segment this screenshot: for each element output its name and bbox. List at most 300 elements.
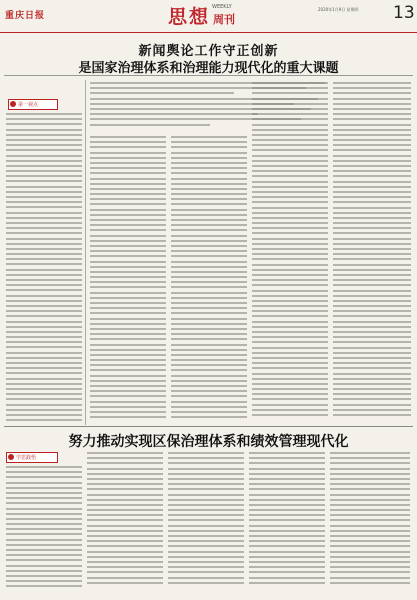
text-line [330,478,410,480]
text-line [6,258,82,260]
text-line [252,357,328,359]
text-line [90,349,166,351]
text-line [87,499,163,501]
text-line [333,222,411,224]
text-line [6,346,82,348]
text-line [90,271,166,273]
text-line [90,312,166,314]
text-line [87,519,163,521]
text-line [333,227,411,229]
text-line [171,312,247,314]
text-line [252,108,328,110]
text-line [90,281,166,283]
text-line [252,212,328,214]
text-line [252,295,328,297]
article2-badge [6,452,58,463]
text-line [249,556,325,558]
page-info: 2020年1月9日 星期四 [318,7,359,12]
text-line [168,561,244,563]
text-line [333,196,411,198]
text-line [171,198,247,200]
text-line [6,144,82,146]
text-line [6,196,82,198]
text-line [333,404,411,406]
text-line [6,123,82,125]
text-line [90,380,166,382]
text-line [168,488,244,490]
text-line [252,310,328,312]
text-line [168,530,244,532]
text-line [6,238,82,240]
text-line [168,556,244,558]
text-line [333,295,411,297]
text-line [90,286,166,288]
text-line [90,318,166,320]
text-line [249,478,325,480]
text-line [330,504,410,506]
text-line [87,478,163,480]
text-line [333,378,411,380]
text-line [171,281,247,283]
text-line [330,566,410,568]
text-line [171,338,247,340]
text-line [171,209,247,211]
text-line [87,561,163,563]
text-line [252,196,328,198]
text-line [333,284,411,286]
text-line [168,525,244,527]
text-line [90,344,166,346]
text-line [249,519,325,521]
text-line [252,362,328,364]
text-line [333,315,411,317]
text-line [252,124,328,126]
text-line [171,390,247,392]
text-line [6,492,82,494]
text-line [87,540,163,542]
text-line [252,82,328,84]
text-line [333,357,411,359]
text-line [249,499,325,501]
text-line [333,92,411,94]
text-line [6,206,82,208]
text-line [168,457,244,459]
text-line [90,323,166,325]
text-line [168,462,244,464]
text-line [6,263,82,265]
text-line [333,409,411,411]
text-line [252,155,328,157]
text-line [333,129,411,131]
article2-badge-label: 学思践悟 [16,455,37,461]
text-line [6,305,82,307]
text-line [6,289,82,291]
text-line [330,468,410,470]
text-line [252,326,328,328]
text-line [90,385,166,387]
text-line [6,513,82,515]
text-line [330,499,410,501]
text-line [249,571,325,573]
text-line [90,162,166,164]
text-line [168,545,244,547]
text-line [6,279,82,281]
text-line [333,258,411,260]
text-line [252,207,328,209]
text-line [330,488,410,490]
text-line [171,245,247,247]
text-line [333,232,411,234]
article2-col1 [6,466,82,590]
text-line [252,129,328,131]
article1-title-line2: 是国家治理体系和治理能力现代化的重大课题 [78,61,339,76]
text-line [333,388,411,390]
text-line [333,264,411,266]
text-line [333,336,411,338]
text-line [333,170,411,172]
text-line [6,508,82,510]
text-line [6,243,82,245]
text-line [252,393,328,395]
text-line [87,483,163,485]
text-line [90,401,166,403]
text-line [168,540,244,542]
text-line [87,504,163,506]
text-line [333,347,411,349]
text-line [333,217,411,219]
text-line [90,113,258,115]
text-line [171,276,247,278]
text-line [249,561,325,563]
text-line [6,232,82,234]
text-line [6,523,82,525]
text-line [330,525,410,527]
text-line [333,253,411,255]
text-line [249,457,325,459]
article2-col4 [249,452,325,590]
text-line [171,172,247,174]
text-line [87,582,163,584]
text-line [171,178,247,180]
badge-dot-icon [10,101,16,107]
text-line [90,302,166,304]
text-line [252,336,328,338]
text-line [87,566,163,568]
text-line [6,372,82,374]
text-line [171,323,247,325]
text-line [333,113,411,115]
text-line [333,352,411,354]
text-line [90,328,166,330]
text-line [171,385,247,387]
text-line [90,229,166,231]
text-line [87,488,163,490]
text-line [171,318,247,320]
text-line [6,253,82,255]
text-line [6,357,82,359]
text-line [333,186,411,188]
text-line [6,398,82,400]
text-line [252,341,328,343]
text-line [6,528,82,530]
text-line [252,383,328,385]
text-line [333,326,411,328]
text-line [171,307,247,309]
text-line [330,535,410,537]
text-line [168,571,244,573]
section-title: 思想 [168,6,211,28]
text-line [6,565,82,567]
text-line [6,217,82,219]
text-line [90,297,166,299]
text-line [6,502,82,504]
text-line [6,414,82,416]
masthead [0,0,417,33]
text-line [6,180,82,182]
text-line [333,87,411,89]
text-line [171,292,247,294]
text-line [333,398,411,400]
text-line [6,471,82,473]
zhoukan-label: 周刊 [213,13,235,26]
article1-col4 [252,82,328,425]
text-line [330,514,410,516]
text-line [252,87,328,89]
text-line [90,141,166,143]
text-line [333,414,411,416]
text-line [168,566,244,568]
text-line [249,551,325,553]
text-line [90,395,166,397]
text-line [249,473,325,475]
text-line [168,519,244,521]
text-line [6,404,82,406]
text-line [90,219,166,221]
text-line [249,483,325,485]
text-line [252,378,328,380]
text-line [6,518,82,520]
text-line [252,217,328,219]
text-line [6,388,82,390]
text-line [333,149,411,151]
text-line [168,509,244,511]
text-line [252,414,328,416]
text-line [171,302,247,304]
text-line [168,504,244,506]
text-line [6,118,82,120]
text-line [252,118,328,120]
text-line [90,92,234,94]
text-line [87,545,163,547]
article1-col5 [333,82,411,425]
text-line [333,124,411,126]
text-line [171,214,247,216]
text-line [333,300,411,302]
text-line [171,395,247,397]
text-line [252,170,328,172]
text-line [6,341,82,343]
text-line [6,544,82,546]
text-line [333,367,411,369]
text-line [333,108,411,110]
text-line [330,545,410,547]
text-line [333,274,411,276]
text-line [171,354,247,356]
text-line [330,457,410,459]
text-line [171,364,247,366]
text-line [252,175,328,177]
text-line [330,494,410,496]
weekly-label: WEEKLY [212,4,232,10]
text-line [168,582,244,584]
text-line [330,582,410,584]
text-line [252,388,328,390]
text-line [90,198,166,200]
text-line [6,300,82,302]
text-line [6,570,82,572]
text-line [90,364,166,366]
text-line [333,238,411,240]
title-divider [4,75,413,76]
text-line [252,191,328,193]
text-line [6,315,82,317]
text-line [6,497,82,499]
text-line [90,152,166,154]
text-line [171,240,247,242]
text-line [171,219,247,221]
text-line [333,279,411,281]
text-line [87,577,163,579]
text-line [171,328,247,330]
badge-dot-icon [8,454,14,460]
text-line [252,243,328,245]
text-line [90,235,166,237]
text-line [168,478,244,480]
text-line [87,468,163,470]
text-line [333,144,411,146]
text-line [168,473,244,475]
text-line [90,240,166,242]
text-line [330,530,410,532]
text-line [333,139,411,141]
text-line [249,514,325,516]
text-line [171,286,247,288]
text-line [252,284,328,286]
text-line [330,452,410,454]
text-line [252,201,328,203]
text-line [6,212,82,214]
text-line [90,369,166,371]
text-line [168,499,244,501]
text-line [252,347,328,349]
text-line [168,483,244,485]
text-line [90,172,166,174]
text-line [252,181,328,183]
text-line [333,305,411,307]
text-line [87,535,163,537]
text-line [171,183,247,185]
page-number: 13 [393,3,415,23]
text-line [90,416,166,418]
text-line [6,419,82,421]
text-line [252,373,328,375]
text-line [6,554,82,556]
text-line [171,235,247,237]
text-line [6,227,82,229]
article2-col3 [168,452,244,590]
text-line [168,468,244,470]
text-line [6,113,82,115]
text-line [252,305,328,307]
text-line [6,222,82,224]
text-line [6,175,82,177]
text-line [90,178,166,180]
text-line [171,224,247,226]
text-line [333,82,411,84]
article1-col3 [171,136,247,425]
text-line [252,103,328,105]
text-line [6,284,82,286]
text-line [6,378,82,380]
text-line [6,575,82,577]
text-line [6,139,82,141]
text-line [333,181,411,183]
text-line [90,203,166,205]
text-line [6,155,82,157]
text-line [171,203,247,205]
text-line [168,452,244,454]
text-line [333,393,411,395]
text-line [90,157,166,159]
text-line [171,188,247,190]
text-line [252,269,328,271]
text-line [252,165,328,167]
text-line [87,556,163,558]
text-line [252,290,328,292]
text-line [87,452,163,454]
text-line [333,98,411,100]
text-line [333,118,411,120]
text-line [6,466,82,468]
text-line [6,487,82,489]
text-line [171,401,247,403]
text-line [6,310,82,312]
text-line [330,519,410,521]
text-line [6,367,82,369]
text-line [87,514,163,516]
text-line [171,380,247,382]
text-line [333,248,411,250]
text-line [87,473,163,475]
text-line [252,248,328,250]
text-line [168,494,244,496]
text-line [87,457,163,459]
text-line [6,326,82,328]
text-line [333,191,411,193]
text-line [330,561,410,563]
text-line [252,149,328,151]
text-line [249,530,325,532]
text-line [6,201,82,203]
text-line [330,577,410,579]
text-line [90,276,166,278]
text-line [333,331,411,333]
text-line [249,509,325,511]
text-line [252,92,328,94]
text-line [333,160,411,162]
text-line [90,124,210,126]
text-line [252,331,328,333]
